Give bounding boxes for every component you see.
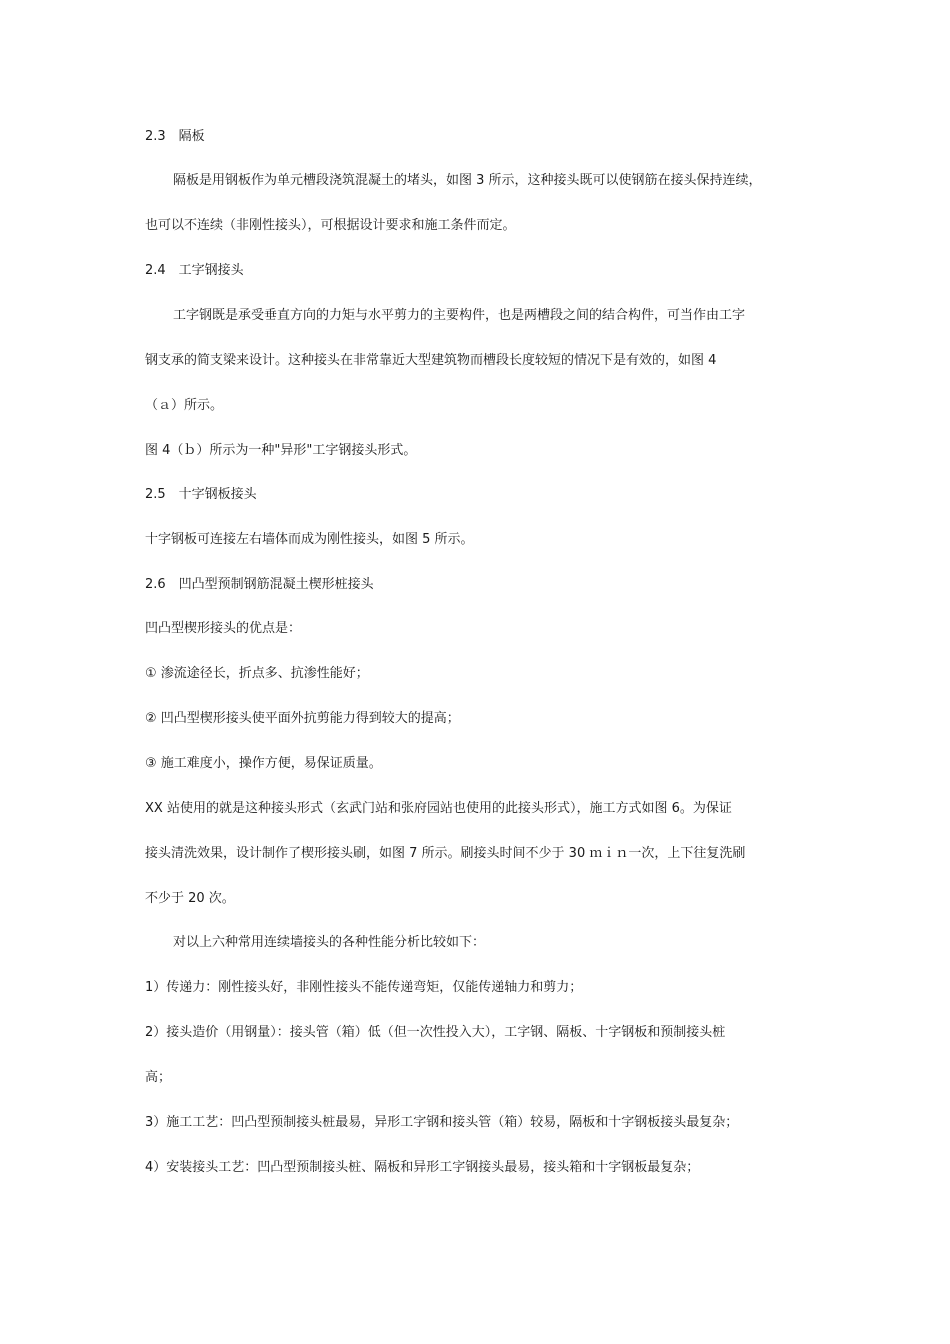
- list-item: ② 凹凸型楔形接头使平面外抗剪能力得到较大的提高；: [145, 711, 460, 726]
- paragraph-line: 也可以不连续（非刚性接头），可根据设计要求和施工条件而定。: [145, 218, 516, 233]
- paragraph-line: 接头清洗效果，设计制作了楔形接头刷，如图 7 所示。刷接头时间不少于 30 ｍｉｎ一次，上下往复洗刷: [145, 846, 746, 861]
- list-item: 1）传递力：刚性接头好，非刚性接头不能传递弯矩，仅能传递轴力和剪力；: [145, 980, 583, 995]
- section-heading-2-5: 2.5 十字钢板接头: [145, 487, 257, 502]
- paragraph-line: （ａ）所示。: [145, 398, 224, 413]
- list-item: ③ 施工难度小，操作方便，易保证质量。: [145, 756, 382, 771]
- section-heading-2-4: 2.4 工字钢接头: [145, 263, 244, 278]
- paragraph-line: 不少于 20 次。: [145, 891, 235, 906]
- paragraph-line: 十字钢板可连接左右墙体而成为刚性接头，如图 5 所示。: [145, 532, 474, 547]
- list-item: 2）接头造价（用钢量）：接头管（箱）低（但一次性投入大），工字钢、隔板、十字钢板和预制接头桩: [145, 1025, 726, 1040]
- section-heading-2-6: 2.6 凹凸型预制钢筋混凝土楔形桩接头: [145, 577, 374, 592]
- section-heading-2-3: 2.3 隔板: [145, 129, 205, 144]
- paragraph-line: 高；: [145, 1070, 172, 1085]
- paragraph-line: 工字钢既是承受垂直方向的力矩与水平剪力的主要构件，也是两槽段之间的结合构件，可当作由工字: [173, 308, 746, 323]
- paragraph-line: 钢支承的简支梁来设计。这种接头在非常靠近大型建筑物而槽段长度较短的情况下是有效的，如图 4: [145, 353, 717, 368]
- paragraph-line: 凹凸型楔形接头的优点是：: [145, 621, 302, 636]
- paragraph-line: 对以上六种常用连续墙接头的各种性能分析比较如下：: [173, 935, 486, 950]
- paragraph-line: 图 4（ｂ）所示为一种"异形"工字钢接头形式。: [145, 443, 417, 458]
- paragraph-line: 隔板是用钢板作为单元槽段浇筑混凝土的堵头，如图 3 所示，这种接头既可以使钢筋在接头保持连续，: [173, 173, 762, 188]
- list-item: 3）施工工艺：凹凸型预制接头桩最易，异形工字钢和接头管（箱）较易，隔板和十字钢板接头最复杂；: [145, 1115, 739, 1130]
- paragraph-line: XX 站使用的就是这种接头形式（玄武门站和张府园站也使用的此接头形式），施工方式如图 6。为保证: [145, 801, 732, 816]
- list-item: ① 渗流途径长，折点多、抗渗性能好；: [145, 666, 369, 681]
- list-item: 4）安装接头工艺：凹凸型预制接头桩、隔板和异形工字钢接头最易，接头箱和十字钢板最复杂；: [145, 1160, 700, 1175]
